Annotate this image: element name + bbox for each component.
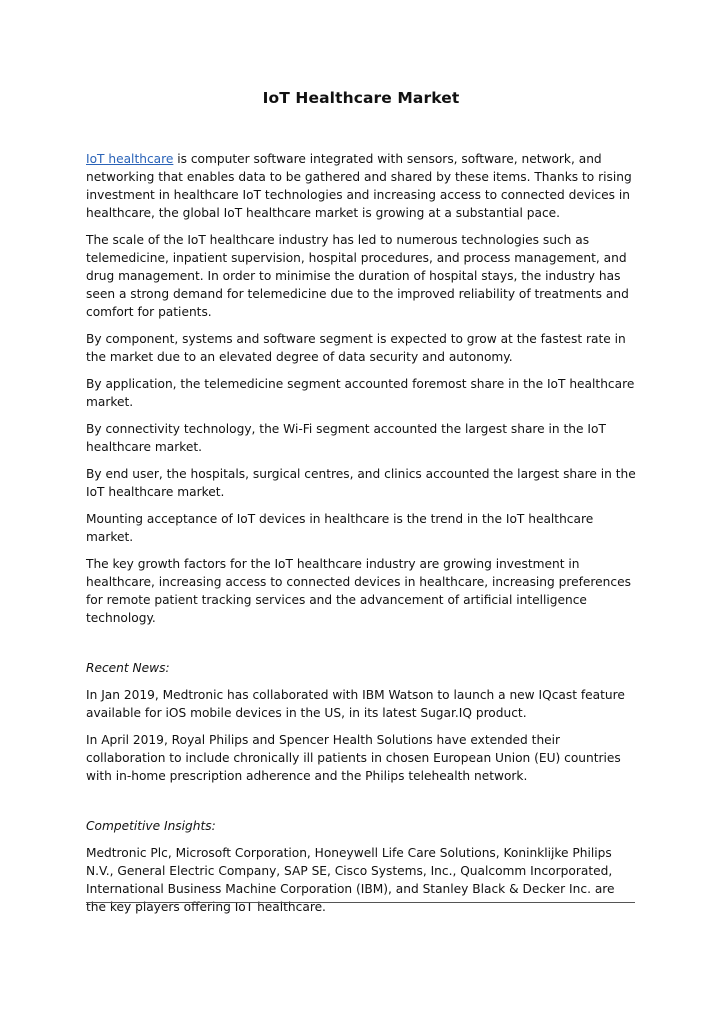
news-item: In April 2019, Royal Philips and Spencer Health Solutions have extended their collaboration to include chronically ill patients in chosen European Union (EU) countries with in-home prescription adherence and the Philips telehealth network. <box>86 733 621 783</box>
document-title: IoT Healthcare Market <box>262 89 460 107</box>
paragraph-application: By application, the telemedicine segment accounted foremost share in the IoT healthcare market. <box>86 377 635 409</box>
competitive-insights-heading: Competitive Insights: <box>86 819 216 833</box>
recent-news-heading: Recent News: <box>86 661 170 675</box>
paragraph-growth-factors: The key growth factors for the IoT healthcare industry are growing investment in healthcare, increasing access to connected devices in healthcare, increasing preferences for remote patient tracking services and the advancement of artificial intelligence technology. <box>86 557 631 625</box>
paragraph-trend: Mounting acceptance of IoT devices in healthcare is the trend in the IoT healthcare market. <box>86 512 594 544</box>
paragraph-end-user: By end user, the hospitals, surgical centres, and clinics accounted the largest share in the IoT healthcare market. <box>86 467 636 499</box>
paragraph-component: By component, systems and software segment is expected to grow at the fastest rate in the market due to an elevated degree of data security and autonomy. <box>86 332 626 364</box>
paragraph-scale: The scale of the IoT healthcare industry has led to numerous technologies such as telemedicine, inpatient supervision, hospital procedures, and process management, and drug management. In order to minimise the duration of hospital stays, the industry has seen a strong demand for telemedicine due to the improved reliability of treatments and comfort for patients. <box>86 233 629 319</box>
paragraph-connectivity: By connectivity technology, the Wi-Fi segment accounted the largest share in the IoT healthcare market. <box>86 422 606 454</box>
document-page <box>86 0 636 925</box>
footer-divider <box>86 902 635 903</box>
competitive-insights-text: Medtronic Plc, Microsoft Corporation, Honeywell Life Care Solutions, Koninklijke Philips N.V., General Electric Company, SAP SE, Cisco Systems, Inc., Qualcomm Incorporated, International Business Machine Corporation (IBM), and Stanley Black & Decker Inc. are the key players offering IoT healthcare. <box>86 846 615 914</box>
news-item: In Jan 2019, Medtronic has collaborated with IBM Watson to launch a new IQcast feature available for iOS mobile devices in the US, in its latest Sugar.IQ product. <box>86 688 625 720</box>
intro-paragraph <box>86 150 636 222</box>
recent-news-section <box>86 659 636 785</box>
intro-text: is computer software integrated with sensors, software, network, and networking that enables data to be gathered and shared by these items. Thanks to rising investment in healthcare IoT technologies and increasing access to connected devices in healthcare, the global IoT healthcare market is growing at a substantial pace. <box>86 152 632 220</box>
iot-healthcare-link[interactable]: IoT healthcare <box>86 152 174 166</box>
document-body <box>86 150 636 916</box>
